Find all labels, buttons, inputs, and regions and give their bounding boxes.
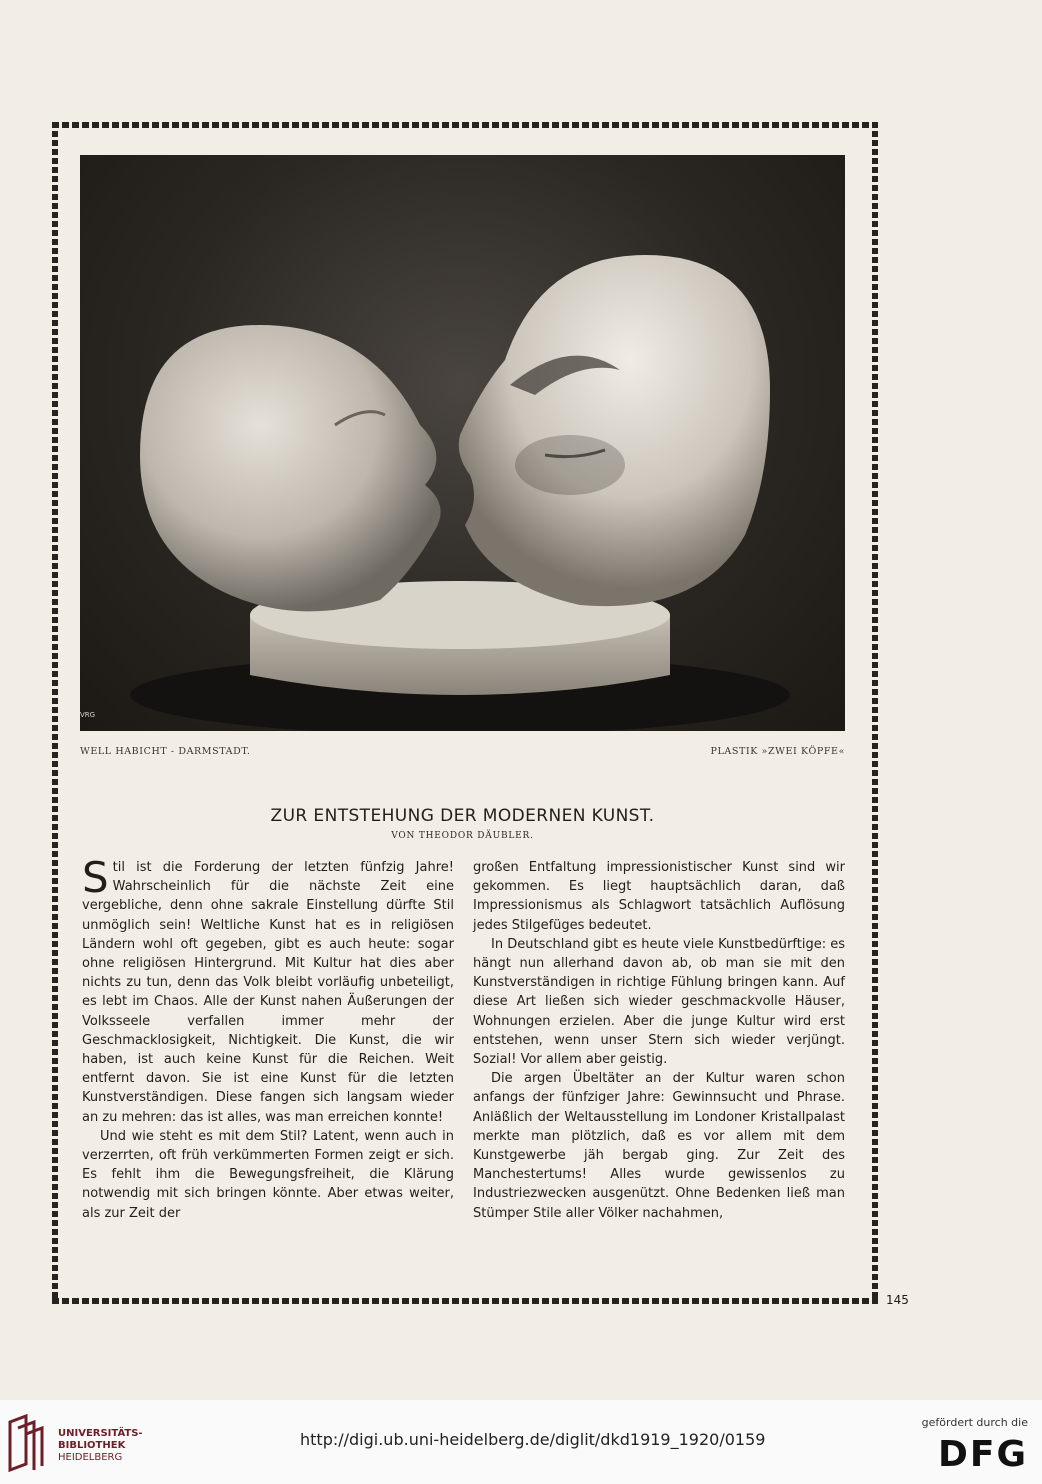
text-column-left: [82, 853, 454, 1223]
dfg-logo: DFG: [937, 1434, 1028, 1475]
border-top: [52, 122, 878, 128]
sculpture-illustration: [80, 155, 845, 731]
digitization-footer: [0, 1400, 1042, 1484]
border-right: [872, 122, 878, 1304]
paragraph: Die argen Übeltäter an der Kultur waren schon anfangs der fünfziger Jahre: Gewinnsucht und Phrase. Anläßlich der Weltausstellung im Londoner Kristallpalast merkte man plötzlich, daß es vor allem mit dem Kunstgewerbe jäh bergab ging. Zur Zeit des Manchestertums! Alles wurde gewissenlos zu Industriezwecken ausgenützt. Ohne Bedenken ließ man Stümper Stile aller Völker nachahmen,: [473, 1071, 845, 1221]
page-number: 145: [886, 1293, 909, 1307]
paragraph-text: til ist die Forderung der letzten fünfzig Jahre! Wahrscheinlich für die nächste Zeit eine vergebliche, denn ohne sakrale Einstellung dürfte Stil unmöglich sein! Weltliche Kunst hat es in religiösen Ländern wohl oft gegeben, gibt es auch heute: sogar ohne religiösen Hintergrund. Mit Kultur hat dies aber nichts zu tun, denn das Volk bleibt vorläufig unbeteiligt, es lebt im Chaos. Alle der Kunst nahen Äußerungen der Volksseele verfallen immer mehr der Geschmacklosigkeit, Nichtigkeit. Die Kunst, die wir haben, ist auch keine Kunst für die Reichen. Weit entfernt davon. Sie ist eine Kunst für die letzten Kunstverständigen. Diese fangen sich langsam wieder an zu mehren: das ist alles, was man erreichen konnte!: [82, 860, 454, 1125]
photo-credit: WELL HABICHT - DARMSTADT.: [80, 746, 251, 757]
article-author: VON THEODOR DÄUBLER.: [391, 831, 534, 841]
paragraph: Und wie steht es mit dem Stil? Latent, wenn auch in verzerrten, oft früh verkümmerten Formen zeigt er sich. Es fehlt ihm die Bewegungsfreiheit, die Klärung notwendig mit sich bringen könnte. Aber etwas weiter, als zur Zeit der: [82, 1128, 454, 1221]
article-title: ZUR ENTSTEHUNG DER MODERNEN KUNST.: [270, 806, 655, 826]
sculpture-photo: [80, 155, 845, 731]
paragraph: [82, 853, 454, 1127]
drop-cap: S: [82, 853, 109, 902]
text-column-right: [473, 858, 845, 1223]
permalink-url[interactable]: http://digi.ub.uni-heidelberg.de/diglit/dkd1919_1920/0159: [300, 1430, 766, 1449]
paragraph: In Deutschland gibt es heute viele Kunstbedürftige: es hängt nun allerhand davon ab, ob man sie mit den Kunstverständigen in richtige Fühlung bringen kann. Auf diese Art ließen sich wieder geschmackvolle Häuser, Wohnungen erzielen. Aber die junge Kultur wird erst entstehen, wenn unser Stern sich wieder verjüngt. Sozial! Vor allem aber geistig.: [473, 936, 845, 1068]
border-bottom: [52, 1298, 878, 1304]
photo-title: PLASTIK »ZWEI KÖPFE«: [710, 746, 845, 757]
institution-name: UNIVERSITÄTS- BIBLIOTHEK HEIDELBERG: [58, 1428, 143, 1463]
border-left: [52, 122, 58, 1304]
funding-label: gefördert durch die: [921, 1416, 1028, 1429]
paragraph: großen Entfaltung impressionistischer Kunst sind wir gekommen. Es liegt hauptsächlich daran, daß Impressionismus als Schlagwort tatsächlich Auflösung jedes Stilgefüges bedeutet.: [473, 860, 845, 933]
photo-monogram: VRG: [80, 711, 96, 719]
university-logo-icon: [6, 1414, 50, 1472]
